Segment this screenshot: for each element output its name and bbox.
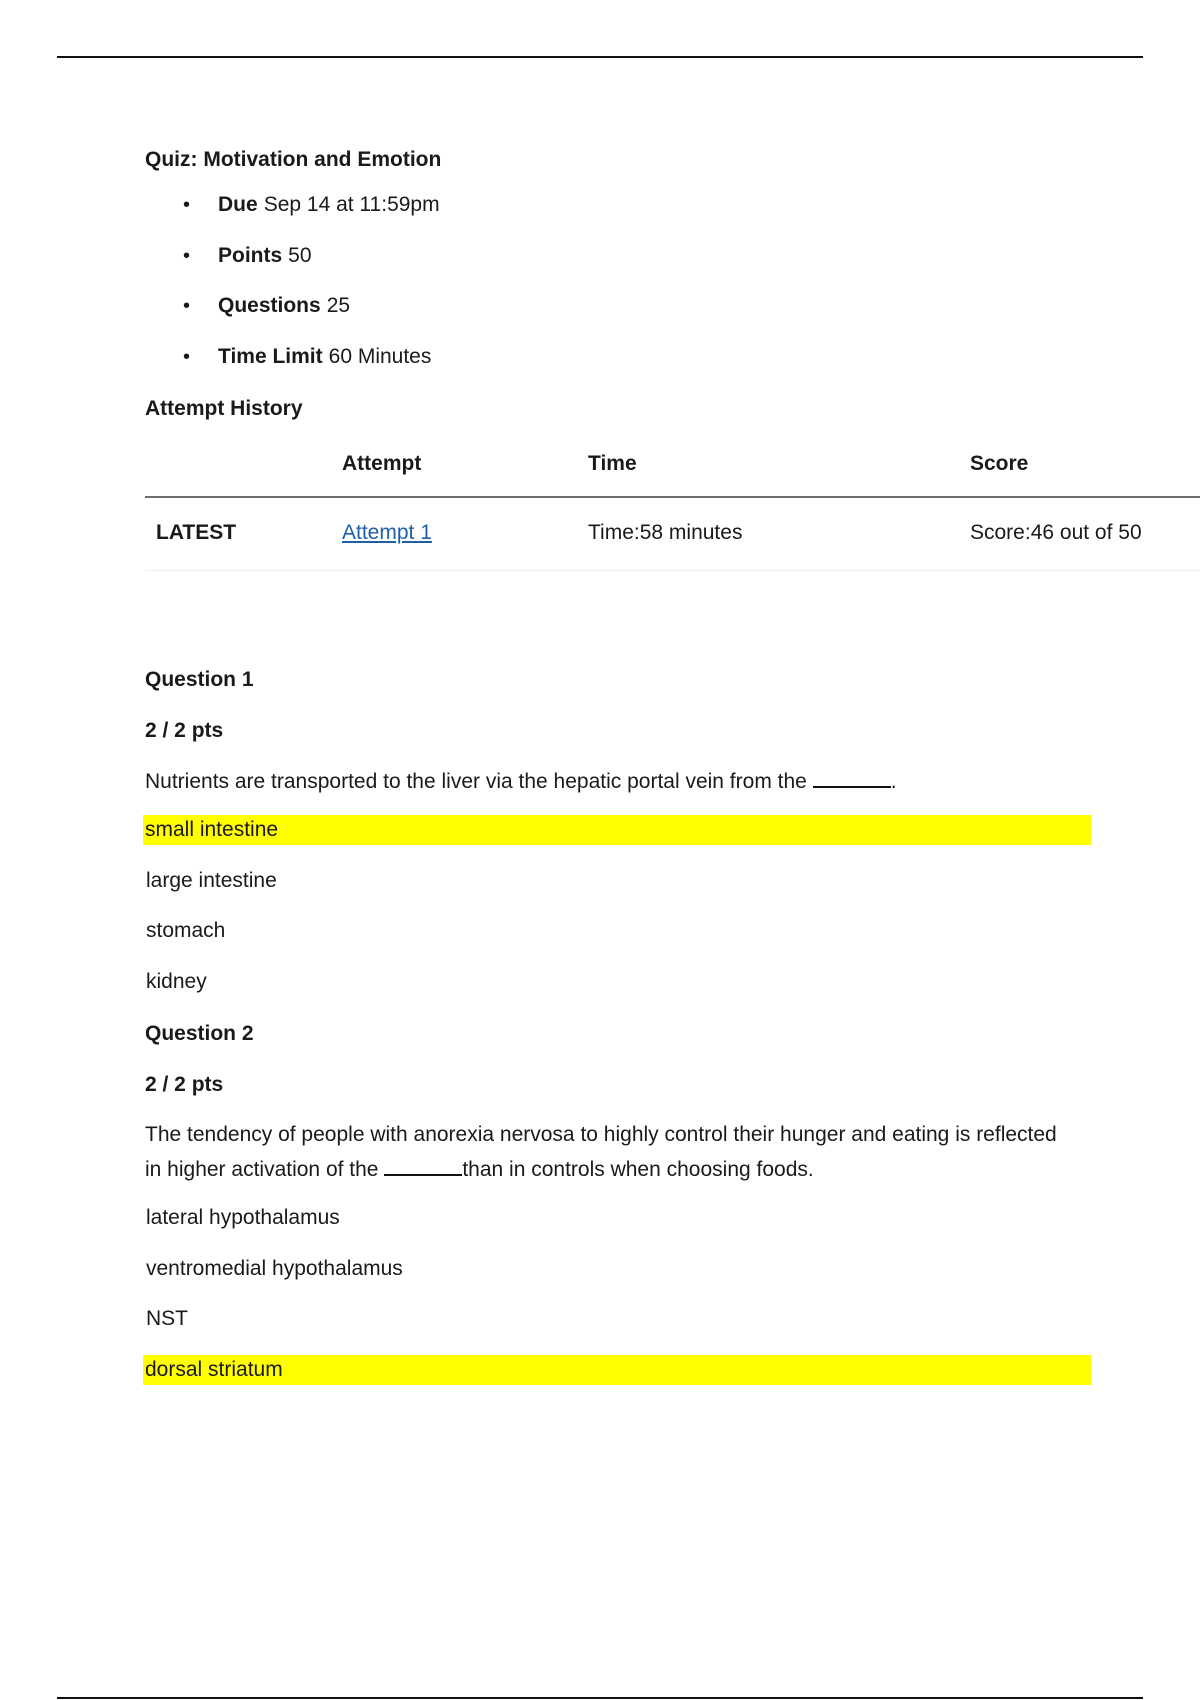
answer-text: kidney	[146, 969, 207, 993]
answer-option	[145, 1304, 1200, 1355]
detail-value: 50	[288, 243, 312, 267]
answer-text: large intestine	[146, 868, 277, 892]
attempt-history-table	[145, 434, 1200, 571]
answer-option	[145, 815, 1200, 866]
bottom-rule	[57, 1697, 1143, 1699]
attempt-link[interactable]: Attempt 1	[342, 521, 432, 544]
bullet-icon: •	[183, 295, 191, 317]
header-attempt: Attempt	[342, 434, 588, 497]
answer-text: small intestine	[143, 815, 1091, 845]
answer-option	[145, 1254, 1200, 1305]
question-text	[145, 1118, 1065, 1187]
question-1	[145, 663, 1200, 1017]
answer-text: lateral hypothalamus	[146, 1206, 340, 1229]
time-cell: Time:58 minutes	[588, 497, 970, 571]
attempt-cell	[342, 497, 588, 571]
detail-key: Time Limit	[218, 344, 323, 368]
latest-label: LATEST	[145, 497, 342, 571]
answer-option	[145, 916, 1200, 967]
question-2	[145, 1017, 1200, 1405]
table-row	[145, 497, 1200, 571]
quiz-title: Quiz: Motivation and Emotion	[145, 148, 442, 171]
detail-due	[145, 190, 1200, 241]
question-title: Question 1	[145, 668, 254, 691]
table-header-row	[145, 434, 1200, 497]
detail-value: Sep 14 at 11:59pm	[263, 193, 440, 216]
top-rule	[57, 56, 1143, 58]
question-points: 2 / 2 pts	[145, 1072, 224, 1096]
detail-key: Due	[218, 193, 258, 216]
detail-points	[145, 241, 1200, 292]
answer-text: stomach	[146, 919, 226, 942]
detail-value: 25	[326, 294, 351, 317]
bullet-icon: •	[183, 345, 191, 368]
answer-option	[145, 1355, 1200, 1406]
answer-text: ventromedial hypothalamus	[146, 1256, 403, 1280]
answer-option	[145, 967, 1200, 1018]
attempt-history-title: Attempt History	[145, 397, 303, 420]
question-text-before: The tendency of people with anorexia nervosa to highly control their hunger and eating is reflected in higher activation of the	[145, 1123, 1057, 1181]
header-time: Time	[588, 434, 970, 497]
question-title: Question 2	[145, 1022, 254, 1045]
bullet-icon: •	[183, 244, 191, 267]
answer-text: dorsal striatum	[143, 1355, 1091, 1385]
quiz-page	[145, 140, 1200, 1405]
question-points: 2 / 2 pts	[145, 718, 224, 742]
quiz-details-list	[145, 190, 1200, 392]
detail-time-limit	[145, 342, 1200, 393]
question-text	[145, 764, 1065, 799]
question-text-before: Nutrients are transported to the liver via the hepatic portal vein from the	[145, 770, 813, 793]
detail-key: Questions	[218, 294, 321, 317]
question-text-after: than in controls when choosing foods.	[462, 1158, 814, 1181]
score-cell: Score:46 out of 50	[970, 497, 1200, 571]
answer-option	[145, 866, 1200, 917]
header-empty	[145, 434, 342, 497]
answer-option	[145, 1203, 1200, 1254]
header-score: Score	[970, 434, 1200, 497]
answer-blank	[384, 1152, 462, 1176]
answer-blank	[813, 764, 891, 788]
detail-value: 60 Minutes	[328, 344, 432, 368]
detail-key: Points	[218, 243, 283, 267]
bullet-icon: •	[183, 194, 191, 216]
question-text-after: .	[890, 770, 897, 793]
answer-text: NST	[146, 1307, 188, 1330]
detail-questions	[145, 291, 1200, 342]
